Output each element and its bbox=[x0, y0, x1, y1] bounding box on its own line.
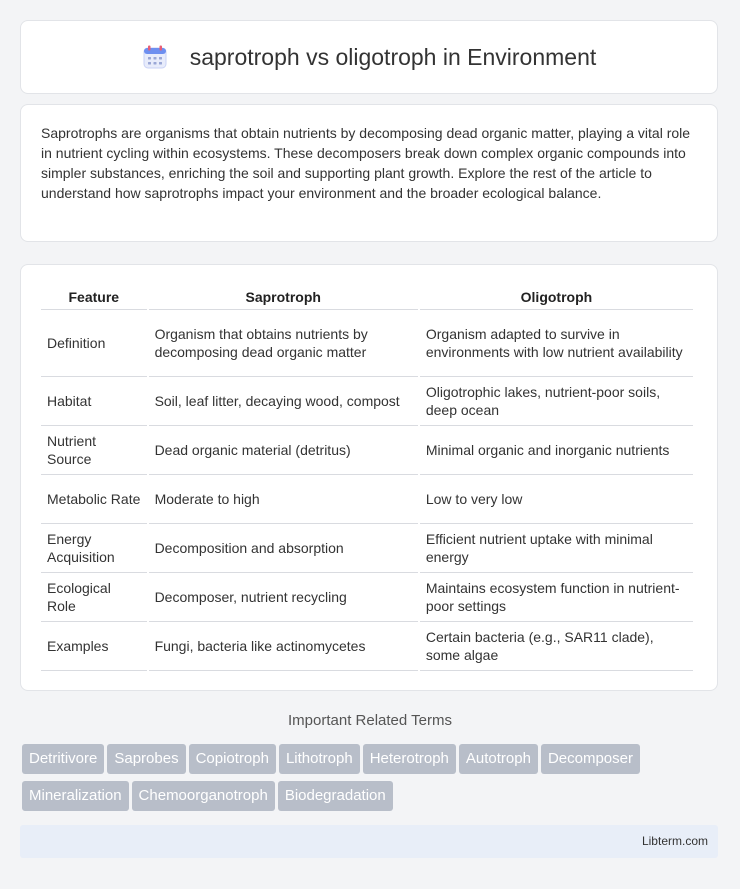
table-row bbox=[41, 426, 693, 475]
row-saprotroph: Soil, leaf litter, decaying wood, compost bbox=[149, 377, 418, 426]
related-tag[interactable]: Decomposer bbox=[541, 744, 640, 774]
table-row bbox=[41, 573, 693, 622]
related-terms-list bbox=[22, 744, 722, 818]
row-oligotroph: Low to very low bbox=[420, 475, 693, 524]
table-row bbox=[41, 377, 693, 426]
comparison-card bbox=[20, 264, 718, 691]
calendar-icon bbox=[142, 44, 168, 70]
row-feature: Examples bbox=[41, 622, 147, 671]
row-feature: Metabolic Rate bbox=[41, 475, 147, 524]
row-saprotroph: Moderate to high bbox=[149, 475, 418, 524]
header-feature: Feature bbox=[41, 283, 147, 310]
row-oligotroph: Efficient nutrient uptake with minimal energy bbox=[420, 524, 693, 573]
table-row bbox=[41, 622, 693, 671]
row-saprotroph: Fungi, bacteria like actinomycetes bbox=[149, 622, 418, 671]
row-oligotroph: Minimal organic and inorganic nutrients bbox=[420, 426, 693, 475]
table-row bbox=[41, 475, 693, 524]
table-row bbox=[41, 524, 693, 573]
row-saprotroph: Organism that obtains nutrients by decomposing dead organic matter bbox=[149, 310, 418, 377]
row-feature: Ecological Role bbox=[41, 573, 147, 622]
row-oligotroph: Maintains ecosystem function in nutrient-poor settings bbox=[420, 573, 693, 622]
table-header-row bbox=[41, 283, 693, 310]
related-tag[interactable]: Heterotroph bbox=[363, 744, 456, 774]
related-tag[interactable]: Chemoorganotroph bbox=[132, 781, 275, 811]
related-tag[interactable]: Saprobes bbox=[107, 744, 185, 774]
intro-text: Saprotrophs are organisms that obtain nutrients by decomposing dead organic matter, playing a vital role in nutrient cycling within ecosystems. These decomposers break down complex organic compounds into simpler substances, enriching the soil and supporting plant growth. Explore the rest of the article to understand how saprotrophs impact your environment and the broader ecological balance. bbox=[41, 125, 691, 201]
row-saprotroph: Decomposer, nutrient recycling bbox=[149, 573, 418, 622]
row-oligotroph: Oligotrophic lakes, nutrient-poor soils, deep ocean bbox=[420, 377, 693, 426]
footer bbox=[20, 825, 718, 858]
row-feature: Habitat bbox=[41, 377, 147, 426]
page-title: saprotroph vs oligotroph in Environment bbox=[189, 43, 597, 70]
related-tag[interactable]: Autotroph bbox=[459, 744, 538, 774]
header-card bbox=[20, 20, 718, 94]
row-feature: Definition bbox=[41, 310, 147, 377]
related-tag[interactable]: Lithotroph bbox=[279, 744, 360, 774]
footer-site-link[interactable]: Libterm.com bbox=[641, 834, 708, 848]
row-oligotroph: Organism adapted to survive in environments with low nutrient availability bbox=[420, 310, 693, 377]
related-tag[interactable]: Detritivore bbox=[22, 744, 104, 774]
related-terms-title: Important Related Terms bbox=[288, 712, 452, 729]
related-tag[interactable]: Biodegradation bbox=[278, 781, 393, 811]
related-tag[interactable]: Mineralization bbox=[22, 781, 129, 811]
intro-card bbox=[20, 104, 718, 242]
row-saprotroph: Dead organic material (detritus) bbox=[149, 426, 418, 475]
header-oligotroph: Oligotroph bbox=[420, 283, 693, 310]
comparison-table bbox=[39, 283, 695, 671]
row-saprotroph: Decomposition and absorption bbox=[149, 524, 418, 573]
row-oligotroph: Certain bacteria (e.g., SAR11 clade), some algae bbox=[420, 622, 693, 671]
row-feature: Nutrient Source bbox=[41, 426, 147, 475]
related-tag[interactable]: Copiotroph bbox=[189, 744, 276, 774]
row-feature: Energy Acquisition bbox=[41, 524, 147, 573]
table-row bbox=[41, 310, 693, 377]
header-saprotroph: Saprotroph bbox=[149, 283, 418, 310]
